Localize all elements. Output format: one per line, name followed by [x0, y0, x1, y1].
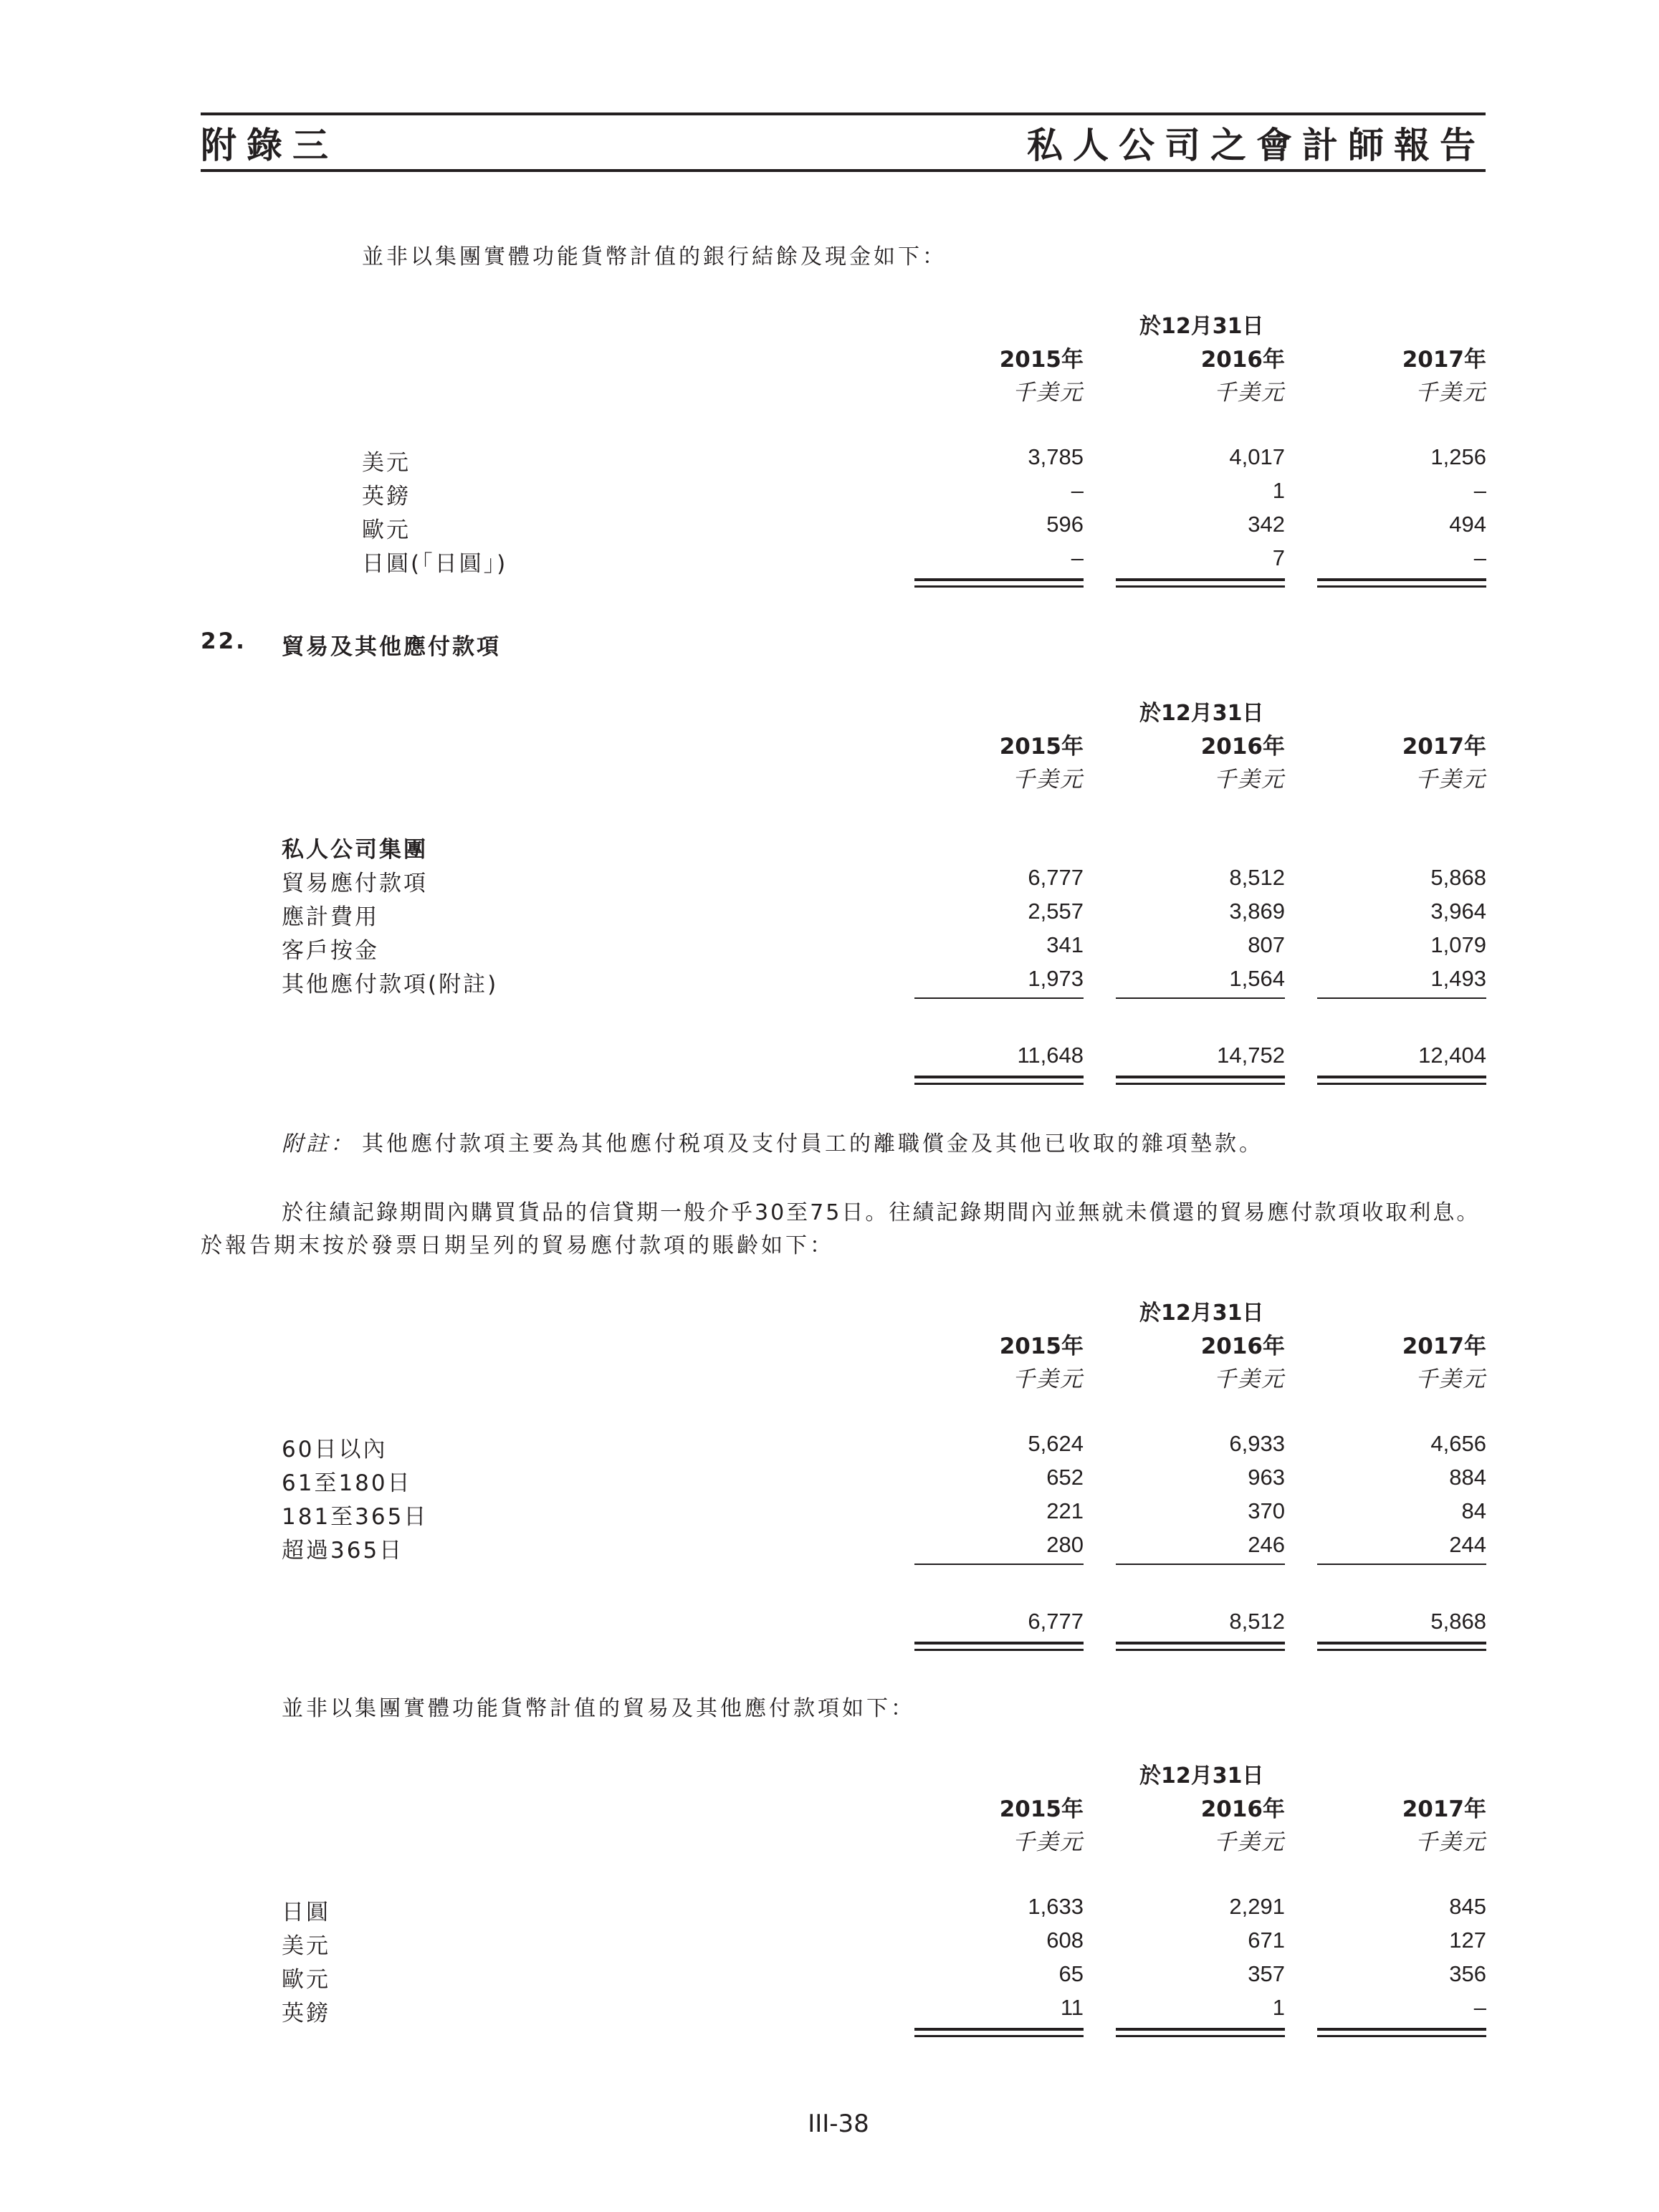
currency2-at-date: 於12月31日 — [1139, 1763, 1264, 1789]
section22-year-2015: 2015年 — [999, 734, 1084, 760]
currency2-year-2015: 2015年 — [999, 1796, 1084, 1822]
section1-cell: – — [1473, 478, 1486, 503]
section1-unit-2015: 千美元 — [1013, 380, 1084, 406]
currency2-row-label: 英鎊 — [282, 2001, 330, 2026]
currency2-year-2016: 2016年 — [1200, 1796, 1285, 1822]
subtotal-rule — [1317, 1564, 1486, 1565]
aging-cell: 370 — [1248, 1498, 1285, 1523]
aging-cell: 4,656 — [1430, 1431, 1486, 1456]
section1-unit-2016: 千美元 — [1214, 380, 1285, 406]
aging-cell: 280 — [1046, 1532, 1084, 1557]
double-rule — [914, 2035, 1084, 2037]
section22-total: 14,752 — [1217, 1043, 1285, 1068]
double-rule — [1317, 1083, 1486, 1085]
section1-cell: 494 — [1449, 512, 1486, 537]
aging-cell: 246 — [1248, 1532, 1285, 1557]
aging-total: 6,777 — [1028, 1609, 1084, 1634]
double-rule — [1116, 1076, 1285, 1078]
section22-row-label: 其他應付款項(附註) — [282, 972, 499, 997]
aging-year-2015: 2015年 — [999, 1334, 1084, 1359]
section1-cell: 1 — [1272, 478, 1285, 503]
currency2-cell: 11 — [1060, 1995, 1084, 2020]
header-top-rule — [201, 112, 1486, 115]
aging-year-2017: 2017年 — [1402, 1334, 1486, 1359]
note-text: 其他應付款項主要為其他應付税項及支付員工的離職償金及其他已收取的雜項墊款。 — [362, 1131, 1263, 1157]
aging-unit-2015: 千美元 — [1013, 1366, 1084, 1392]
double-rule — [1317, 578, 1486, 581]
section1-cell: 3,785 — [1028, 444, 1084, 469]
section22-cell: 3,869 — [1229, 899, 1285, 924]
currency2-row-label: 美元 — [282, 1933, 330, 1959]
aging-row-label: 181至365日 — [282, 1504, 429, 1530]
section22-cell: 2,557 — [1028, 899, 1084, 924]
currency2-year-2017: 2017年 — [1402, 1796, 1486, 1822]
currency2-row-label: 歐元 — [282, 1967, 330, 1993]
credit-paragraph-line2: 於報告期末按於發票日期呈列的貿易應付款項的賬齡如下： — [201, 1233, 834, 1258]
double-rule — [914, 2028, 1084, 2031]
section1-cell: – — [1071, 545, 1084, 570]
section22-cell: 3,964 — [1430, 899, 1486, 924]
section1-row-label: 歐元 — [362, 517, 411, 543]
double-rule — [1116, 585, 1285, 588]
section1-cell: – — [1473, 545, 1486, 570]
double-rule — [914, 1076, 1084, 1078]
section22-cell: 1,564 — [1229, 966, 1285, 991]
aging-total: 5,868 — [1430, 1609, 1486, 1634]
section1-cell: 342 — [1248, 512, 1285, 537]
subtotal-rule — [914, 997, 1084, 999]
double-rule — [1317, 2035, 1486, 2037]
currency2-cell: 2,291 — [1229, 1894, 1285, 1919]
section22-row-label: 貿易應付款項 — [282, 871, 428, 896]
currency2-intro: 並非以集團實體功能貨幣計值的貿易及其他應付款項如下： — [282, 1696, 915, 1721]
currency2-unit-2017: 千美元 — [1415, 1829, 1486, 1855]
section22-cell: 6,777 — [1028, 865, 1084, 890]
section22-cell: 807 — [1248, 932, 1285, 957]
currency2-cell: 671 — [1248, 1928, 1285, 1953]
double-rule — [914, 1649, 1084, 1651]
currency2-cell: 356 — [1449, 1961, 1486, 1986]
section22-unit-2016: 千美元 — [1214, 767, 1285, 793]
aging-cell: 6,933 — [1229, 1431, 1285, 1456]
currency2-cell: 65 — [1058, 1961, 1084, 1986]
currency2-cell: 127 — [1449, 1928, 1486, 1953]
currency2-cell: 845 — [1449, 1894, 1486, 1919]
section22-year-2016: 2016年 — [1200, 734, 1285, 760]
double-rule — [914, 1642, 1084, 1644]
section22-cell: 8,512 — [1229, 865, 1285, 890]
double-rule — [914, 585, 1084, 588]
double-rule — [1317, 585, 1486, 588]
aging-at-date: 於12月31日 — [1139, 1301, 1264, 1326]
section22-cell: 341 — [1046, 932, 1084, 957]
double-rule — [1116, 1649, 1285, 1651]
aging-unit-2017: 千美元 — [1415, 1366, 1486, 1392]
section1-cell: 596 — [1046, 512, 1084, 537]
section22-total: 11,648 — [1017, 1043, 1084, 1068]
appendix-title: 附錄三 — [201, 125, 338, 166]
aging-cell: 221 — [1046, 1498, 1084, 1523]
section22-at-date: 於12月31日 — [1139, 701, 1264, 726]
aging-row-label: 超過365日 — [282, 1538, 404, 1564]
double-rule — [1116, 2035, 1285, 2037]
page-number: III-38 — [808, 2110, 869, 2138]
section1-unit-2017: 千美元 — [1415, 380, 1486, 406]
subtotal-rule — [1317, 997, 1486, 999]
section1-intro: 並非以集團實體功能貨幣計值的銀行結餘及現金如下： — [362, 244, 947, 269]
header-bottom-rule — [201, 169, 1486, 172]
section22-cell: 1,079 — [1430, 932, 1486, 957]
section22-cell: 1,493 — [1430, 966, 1486, 991]
aging-year-2016: 2016年 — [1200, 1334, 1285, 1359]
section1-year-2016: 2016年 — [1200, 347, 1285, 373]
currency2-cell: 608 — [1046, 1928, 1084, 1953]
double-rule — [1116, 1642, 1285, 1644]
double-rule — [1317, 1076, 1486, 1078]
double-rule — [1317, 2028, 1486, 2031]
aging-row-label: 60日以內 — [282, 1437, 388, 1462]
section22-number: 22. — [201, 628, 247, 654]
double-rule — [914, 578, 1084, 581]
section22-unit-2015: 千美元 — [1013, 767, 1084, 793]
section1-at-date: 於12月31日 — [1139, 314, 1264, 339]
subtotal-rule — [1116, 997, 1285, 999]
currency2-cell: – — [1473, 1995, 1486, 2020]
credit-paragraph-line1: 於往績記錄期間內購買貨品的信貸期一般介乎30至75日。往績記錄期間內並無就未償還的貿易應付款項收取利息。 — [282, 1200, 1481, 1225]
currency2-unit-2015: 千美元 — [1013, 1829, 1084, 1855]
subtotal-rule — [1116, 1564, 1285, 1565]
section1-row-label: 日圓(「日圓」) — [362, 551, 508, 577]
aging-cell: 652 — [1046, 1465, 1084, 1490]
aging-cell: 5,624 — [1028, 1431, 1084, 1456]
double-rule — [1317, 1649, 1486, 1651]
double-rule — [1116, 578, 1285, 581]
section22-unit-2017: 千美元 — [1415, 767, 1486, 793]
section22-total: 12,404 — [1418, 1043, 1486, 1068]
section1-row-label: 美元 — [362, 450, 411, 476]
double-rule — [1317, 1642, 1486, 1644]
section22-cell: 5,868 — [1430, 865, 1486, 890]
aging-cell: 244 — [1449, 1532, 1486, 1557]
double-rule — [914, 1083, 1084, 1085]
currency2-cell: 1,633 — [1028, 1894, 1084, 1919]
section1-cell: 7 — [1272, 545, 1285, 570]
double-rule — [1116, 2028, 1285, 2031]
aging-unit-2016: 千美元 — [1214, 1366, 1285, 1392]
subtotal-rule — [914, 1564, 1084, 1565]
aging-cell: 884 — [1449, 1465, 1486, 1490]
currency2-cell: 1 — [1272, 1995, 1285, 2020]
section1-cell: – — [1071, 478, 1084, 503]
aging-cell: 963 — [1248, 1465, 1285, 1490]
section1-row-label: 英鎊 — [362, 484, 411, 509]
section22-cell: 1,973 — [1028, 966, 1084, 991]
section22-row-label: 客戶按金 — [282, 938, 379, 964]
currency2-row-label: 日圓 — [282, 1900, 330, 1925]
section1-cell: 4,017 — [1229, 444, 1285, 469]
section22-row-label: 應計費用 — [282, 904, 379, 930]
double-rule — [1116, 1083, 1285, 1085]
section22-year-2017: 2017年 — [1402, 734, 1486, 760]
aging-total: 8,512 — [1229, 1609, 1285, 1634]
section22-group-title: 私人公司集團 — [282, 837, 428, 863]
report-title: 私人公司之會計師報告 — [1027, 125, 1486, 166]
section22-title: 貿易及其他應付款項 — [282, 634, 501, 660]
section1-cell: 1,256 — [1430, 444, 1486, 469]
aging-cell: 84 — [1461, 1498, 1486, 1523]
currency2-cell: 357 — [1248, 1961, 1285, 1986]
section1-year-2017: 2017年 — [1402, 347, 1486, 373]
aging-row-label: 61至180日 — [282, 1470, 412, 1496]
currency2-unit-2016: 千美元 — [1214, 1829, 1285, 1855]
note-label: 附註： — [282, 1131, 355, 1157]
section1-year-2015: 2015年 — [999, 347, 1084, 373]
